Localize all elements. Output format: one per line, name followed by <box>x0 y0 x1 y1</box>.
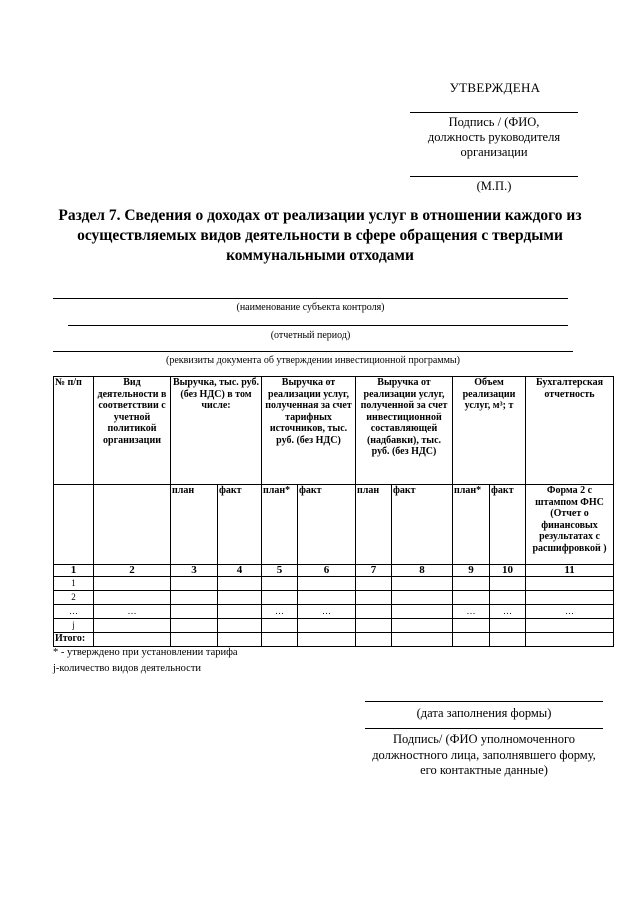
table-cell[interactable] <box>218 577 262 591</box>
subheader-fact: факт <box>298 485 356 565</box>
signature-caption <box>410 115 578 160</box>
table-cell[interactable] <box>262 577 298 591</box>
column-numbers-row <box>54 565 614 577</box>
table-cell[interactable] <box>392 591 453 605</box>
table-cell[interactable] <box>490 577 526 591</box>
subject-caption: (наименование субъекта контроля) <box>236 302 385 313</box>
table-cell[interactable] <box>298 591 356 605</box>
row-number: 2 <box>54 591 94 605</box>
subheader-plan-star: план* <box>262 485 298 565</box>
column-number: 1 <box>54 565 94 577</box>
table-cell[interactable] <box>526 577 614 591</box>
table-cell[interactable] <box>392 605 453 619</box>
table-row <box>54 619 614 633</box>
total-row <box>54 633 614 647</box>
table-cell[interactable] <box>298 633 356 647</box>
table-cell[interactable] <box>490 591 526 605</box>
date-caption: (дата заполнения формы) <box>416 706 552 720</box>
table-cell[interactable] <box>490 619 526 633</box>
column-number: 4 <box>218 565 262 577</box>
table-cell[interactable] <box>171 633 218 647</box>
table-cell[interactable]: … <box>526 605 614 619</box>
table-cell[interactable] <box>218 619 262 633</box>
subheader-fact: факт <box>490 485 526 565</box>
header-volume: Объем реализации услуг, м³; т <box>453 377 526 485</box>
seal-caption: (М.П.) <box>476 179 512 193</box>
column-number: 6 <box>298 565 356 577</box>
column-number: 7 <box>356 565 392 577</box>
seal-line <box>410 176 578 177</box>
table-cell[interactable] <box>262 619 298 633</box>
table-row <box>54 591 614 605</box>
subheader-empty <box>54 485 94 565</box>
table-cell[interactable] <box>171 619 218 633</box>
column-number: 9 <box>453 565 490 577</box>
header-accounting: Бухгалтерская отчетность <box>526 377 614 485</box>
table-cell[interactable] <box>526 633 614 647</box>
signer-caption-line: его контактные данные) <box>420 763 548 777</box>
header-number: № п/п <box>54 377 94 485</box>
subject-field-line[interactable] <box>53 298 568 299</box>
table-cell[interactable]: … <box>453 605 490 619</box>
subheader-plan: план <box>171 485 218 565</box>
table-cell[interactable] <box>392 619 453 633</box>
table-cell[interactable] <box>453 577 490 591</box>
table-cell[interactable] <box>356 633 392 647</box>
table-cell[interactable] <box>453 633 490 647</box>
table-cell[interactable] <box>94 591 171 605</box>
column-number: 5 <box>262 565 298 577</box>
signature-line <box>410 112 578 113</box>
table-cell[interactable] <box>218 633 262 647</box>
table-cell[interactable] <box>262 591 298 605</box>
table-cell[interactable] <box>392 577 453 591</box>
table-cell[interactable] <box>94 577 171 591</box>
table-cell[interactable] <box>262 633 298 647</box>
column-number: 3 <box>171 565 218 577</box>
table-cell[interactable] <box>356 577 392 591</box>
total-label: Итого: <box>54 633 94 647</box>
header-revenue: Выручка, тыс. руб. (без НДС) в том числе: <box>171 377 262 485</box>
column-number: 10 <box>490 565 526 577</box>
table-cell[interactable]: … <box>94 605 171 619</box>
row-number: 1 <box>54 577 94 591</box>
signature-caption-line: должность руководителя <box>427 130 561 144</box>
column-number: 11 <box>526 565 614 577</box>
table-cell[interactable] <box>356 591 392 605</box>
table-cell[interactable] <box>218 591 262 605</box>
subheader-plan: план <box>356 485 392 565</box>
table-cell[interactable] <box>298 619 356 633</box>
section-title <box>40 206 600 266</box>
table-row <box>54 605 614 619</box>
subheader-empty <box>94 485 171 565</box>
revenue-table <box>53 376 614 647</box>
period-field-line[interactable] <box>68 325 568 326</box>
program-field-line[interactable] <box>53 351 573 352</box>
subheader-form: Форма 2 с штампом ФНС (Отчет о финансовых результатах с расшифровкой ) <box>526 485 614 565</box>
table-cell[interactable] <box>490 633 526 647</box>
signer-caption-line: Подпись/ (ФИО уполномоченного <box>392 732 576 746</box>
column-number: 8 <box>392 565 453 577</box>
table-cell[interactable]: … <box>262 605 298 619</box>
table-cell[interactable]: … <box>490 605 526 619</box>
table-cell[interactable] <box>171 605 218 619</box>
table-cell[interactable] <box>526 591 614 605</box>
table-row <box>54 577 614 591</box>
section-title-line: осуществляемых видов деятельности в сфере обращения с твердыми <box>77 227 563 244</box>
header-activity: Вид деятельности в соответствии с учетной политикой организации <box>94 377 171 485</box>
table-cell[interactable] <box>453 619 490 633</box>
table-cell[interactable] <box>298 577 356 591</box>
row-number: j <box>54 619 94 633</box>
note-j: j-количество видов деятельности <box>53 663 202 674</box>
subheader-fact: факт <box>392 485 453 565</box>
column-number: 2 <box>94 565 171 577</box>
signer-caption-line: должностного лица, заполнявшего форму, <box>372 747 596 762</box>
signature-caption-line: организации <box>460 145 528 159</box>
table-cell[interactable] <box>526 619 614 633</box>
table-body <box>54 577 614 633</box>
period-caption: (отчетный период) <box>270 330 351 341</box>
table-cell[interactable] <box>356 619 392 633</box>
table-cell[interactable]: … <box>298 605 356 619</box>
subheader-fact: факт <box>218 485 262 565</box>
program-caption: (реквизиты документа об утверждении инвестиционной программы) <box>166 355 460 366</box>
signer-line[interactable] <box>365 728 603 729</box>
table-cell[interactable] <box>94 619 171 633</box>
row-number: … <box>54 605 94 619</box>
table-cell[interactable] <box>218 605 262 619</box>
header-investment-revenue: Выручка от реализации услуг, полученной за счет инвестиционной составляющей (надбавки), тыс. руб. (без НДС) <box>356 377 453 485</box>
section-title-line: Раздел 7. Сведения о доходах от реализации услуг в отношении каждого из <box>58 207 582 224</box>
table-cell[interactable] <box>171 591 218 605</box>
section-title-line: коммунальными отходами <box>226 247 414 264</box>
note-star: * - утверждено при установлении тарифа <box>53 647 238 658</box>
table-cell[interactable] <box>171 577 218 591</box>
approved-stamp: УТВЕРЖДЕНА <box>449 80 541 95</box>
table-cell[interactable] <box>392 633 453 647</box>
subheader-plan-star: план* <box>453 485 490 565</box>
date-field-line[interactable] <box>365 701 603 702</box>
table-cell[interactable] <box>94 633 171 647</box>
header-tariff-revenue: Выручка от реализации услуг, полученная за счет тарифных источников, тыс. руб. (без НДС) <box>262 377 356 485</box>
table-cell[interactable] <box>453 591 490 605</box>
table-cell[interactable] <box>356 605 392 619</box>
signer-caption <box>365 732 603 779</box>
signature-caption-line: Подпись / (ФИО, <box>448 115 540 129</box>
